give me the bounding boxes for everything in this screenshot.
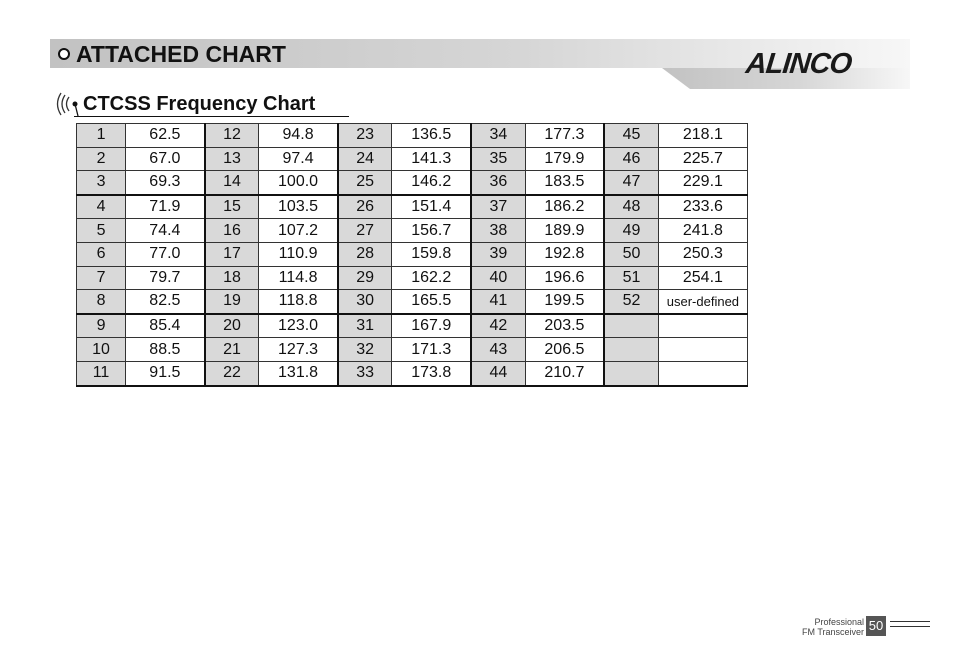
- tone-number-cell: 30: [338, 290, 392, 314]
- frequency-cell: 183.5: [525, 171, 604, 195]
- tone-number-cell: 16: [205, 219, 259, 243]
- tone-number-cell: 52: [604, 290, 658, 314]
- tone-number-cell: 4: [77, 195, 126, 219]
- tone-number-cell: 46: [604, 147, 658, 171]
- tone-number-cell: 17: [205, 242, 259, 266]
- frequency-cell: 141.3: [392, 147, 471, 171]
- frequency-cell: 177.3: [525, 124, 604, 148]
- frequency-cell: 97.4: [259, 147, 338, 171]
- tone-number-cell: 38: [471, 219, 525, 243]
- frequency-cell: 165.5: [392, 290, 471, 314]
- tone-number-cell: 44: [471, 361, 525, 385]
- table-row: [77, 147, 748, 171]
- section-title: CTCSS Frequency Chart: [83, 93, 316, 115]
- tone-number-cell: 48: [604, 195, 658, 219]
- tone-number-cell: 51: [604, 266, 658, 290]
- table-row: [77, 124, 748, 148]
- frequency-cell: 127.3: [259, 338, 338, 362]
- section-heading: [52, 88, 352, 120]
- frequency-cell: 62.5: [126, 124, 205, 148]
- tone-number-cell: 45: [604, 124, 658, 148]
- footer-line-1: Professional: [814, 617, 864, 627]
- tone-number-cell: 27: [338, 219, 392, 243]
- frequency-cell: 229.1: [658, 171, 747, 195]
- frequency-cell: 79.7: [126, 266, 205, 290]
- table-row: [77, 219, 748, 243]
- frequency-cell: 162.2: [392, 266, 471, 290]
- frequency-cell: 179.9: [525, 147, 604, 171]
- table-row: [77, 338, 748, 362]
- tone-number-cell: 1: [77, 124, 126, 148]
- tone-number-cell: 41: [471, 290, 525, 314]
- tone-number-cell: 31: [338, 314, 392, 338]
- frequency-cell: 159.8: [392, 242, 471, 266]
- frequency-cell: user-defined: [658, 290, 747, 314]
- tone-number-cell: 7: [77, 266, 126, 290]
- frequency-cell: [658, 314, 747, 338]
- tone-number-cell: 35: [471, 147, 525, 171]
- frequency-cell: 71.9: [126, 195, 205, 219]
- frequency-cell: 241.8: [658, 219, 747, 243]
- table-row: [77, 266, 748, 290]
- tone-number-cell: 49: [604, 219, 658, 243]
- frequency-cell: 196.6: [525, 266, 604, 290]
- frequency-cell: 203.5: [525, 314, 604, 338]
- tone-number-cell: 8: [77, 290, 126, 314]
- frequency-cell: 167.9: [392, 314, 471, 338]
- frequency-cell: 199.5: [525, 290, 604, 314]
- tone-number-cell: 2: [77, 147, 126, 171]
- frequency-cell: 186.2: [525, 195, 604, 219]
- frequency-cell: 88.5: [126, 338, 205, 362]
- tone-number-cell: 19: [205, 290, 259, 314]
- frequency-cell: 192.8: [525, 242, 604, 266]
- frequency-cell: 254.1: [658, 266, 747, 290]
- tone-number-cell: 12: [205, 124, 259, 148]
- frequency-cell: 82.5: [126, 290, 205, 314]
- frequency-cell: 77.0: [126, 242, 205, 266]
- frequency-cell: 151.4: [392, 195, 471, 219]
- tone-number-cell: 36: [471, 171, 525, 195]
- tone-number-cell: 37: [471, 195, 525, 219]
- table-row: [77, 195, 748, 219]
- table-row: [77, 314, 748, 338]
- frequency-cell: 146.2: [392, 171, 471, 195]
- tone-number-cell: [604, 338, 658, 362]
- table-row: [77, 361, 748, 385]
- frequency-cell: 171.3: [392, 338, 471, 362]
- frequency-cell: 69.3: [126, 171, 205, 195]
- frequency-cell: 100.0: [259, 171, 338, 195]
- tone-number-cell: 20: [205, 314, 259, 338]
- frequency-cell: 189.9: [525, 219, 604, 243]
- tone-number-cell: 9: [77, 314, 126, 338]
- tone-number-cell: 28: [338, 242, 392, 266]
- tone-number-cell: 50: [604, 242, 658, 266]
- frequency-cell: 67.0: [126, 147, 205, 171]
- tone-number-cell: 29: [338, 266, 392, 290]
- tone-number-cell: 13: [205, 147, 259, 171]
- tone-number-cell: 26: [338, 195, 392, 219]
- brand-logo: ALINCO: [744, 48, 853, 80]
- frequency-cell: 74.4: [126, 219, 205, 243]
- tone-number-cell: 10: [77, 338, 126, 362]
- page-number: 50: [866, 616, 886, 636]
- frequency-cell: 136.5: [392, 124, 471, 148]
- tone-number-cell: 39: [471, 242, 525, 266]
- ctcss-frequency-table: [76, 123, 748, 387]
- frequency-cell: 107.2: [259, 219, 338, 243]
- tone-number-cell: 22: [205, 361, 259, 385]
- frequency-cell: 225.7: [658, 147, 747, 171]
- footer-label: [802, 617, 864, 637]
- frequency-cell: 250.3: [658, 242, 747, 266]
- tone-number-cell: 23: [338, 124, 392, 148]
- frequency-cell: 94.8: [259, 124, 338, 148]
- tone-number-cell: 21: [205, 338, 259, 362]
- frequency-cell: 206.5: [525, 338, 604, 362]
- tone-number-cell: 43: [471, 338, 525, 362]
- tone-number-cell: 47: [604, 171, 658, 195]
- page-title: ATTACHED CHART: [76, 41, 286, 67]
- frequency-cell: 114.8: [259, 266, 338, 290]
- tone-number-cell: 33: [338, 361, 392, 385]
- section-underline: [74, 116, 349, 117]
- table-row: [77, 242, 748, 266]
- frequency-cell: 110.9: [259, 242, 338, 266]
- tone-number-cell: 24: [338, 147, 392, 171]
- header-band: [50, 39, 910, 89]
- tone-number-cell: 32: [338, 338, 392, 362]
- frequency-cell: 233.6: [658, 195, 747, 219]
- tone-number-cell: 5: [77, 219, 126, 243]
- frequency-cell: 210.7: [525, 361, 604, 385]
- tone-number-cell: 6: [77, 242, 126, 266]
- header-bullet-icon: [58, 48, 70, 60]
- tone-number-cell: 11: [77, 361, 126, 385]
- table-row: [77, 171, 748, 195]
- frequency-cell: 123.0: [259, 314, 338, 338]
- page-footer: [770, 616, 930, 638]
- frequency-cell: [658, 338, 747, 362]
- frequency-cell: 103.5: [259, 195, 338, 219]
- table-row: [77, 290, 748, 314]
- tone-number-cell: 40: [471, 266, 525, 290]
- frequency-cell: 218.1: [658, 124, 747, 148]
- tone-number-cell: 34: [471, 124, 525, 148]
- tone-number-cell: [604, 314, 658, 338]
- frequency-cell: 156.7: [392, 219, 471, 243]
- tone-number-cell: 25: [338, 171, 392, 195]
- footer-rule: [890, 621, 930, 631]
- tone-number-cell: 3: [77, 171, 126, 195]
- tone-number-cell: 14: [205, 171, 259, 195]
- ctcss-table-body: [77, 124, 748, 386]
- frequency-cell: [658, 361, 747, 385]
- tone-number-cell: 18: [205, 266, 259, 290]
- tone-number-cell: 15: [205, 195, 259, 219]
- tone-number-cell: [604, 361, 658, 385]
- footer-line-2: FM Transceiver: [801, 627, 864, 637]
- tone-number-cell: 42: [471, 314, 525, 338]
- frequency-cell: 118.8: [259, 290, 338, 314]
- frequency-cell: 131.8: [259, 361, 338, 385]
- frequency-cell: 85.4: [126, 314, 205, 338]
- frequency-cell: 91.5: [126, 361, 205, 385]
- frequency-cell: 173.8: [392, 361, 471, 385]
